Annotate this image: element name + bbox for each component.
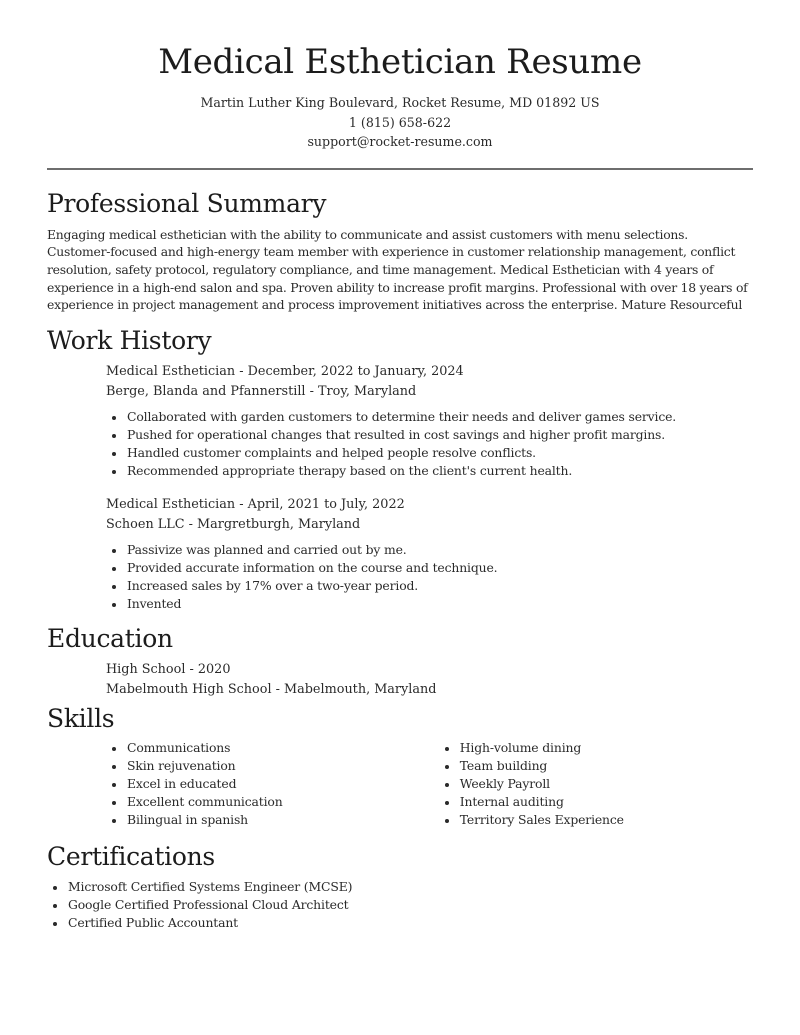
job-bullets [106, 541, 753, 613]
skill-item: Excel in educated [127, 775, 439, 793]
resume-header [47, 0, 753, 170]
contact-phone: 1 (815) 658-622 [348, 114, 452, 130]
header-divider [47, 168, 753, 170]
job-bullet: Pushed for operational changes that resulted in cost savings and higher profit margins. [127, 426, 753, 444]
resume-title: Medical Esthetician Resume [158, 42, 642, 82]
skill-item: Internal auditing [460, 793, 753, 811]
skills-column-right [439, 739, 753, 829]
job-bullet: Collaborated with garden customers to determine their needs and deliver games service. [127, 408, 753, 426]
skill-item: Bilingual in spanish [127, 811, 439, 829]
section-certifications [47, 841, 753, 932]
section-heading-work-history: Work History [47, 326, 212, 356]
skill-item: High-volume dining [460, 739, 753, 757]
job-bullet: Passivize was planned and carried out by me. [127, 541, 753, 559]
section-skills [47, 703, 753, 829]
job-bullet: Invented [127, 595, 753, 613]
job-title-dates: Medical Esthetician - April, 2021 to July, 2022 [106, 497, 405, 513]
resume-page [47, 0, 753, 932]
job-bullet: Handled customer complaints and helped people resolve conflicts. [127, 444, 753, 462]
skill-item: Excellent communication [127, 793, 439, 811]
skill-item: Territory Sales Experience [460, 811, 753, 829]
skill-item: Communications [127, 739, 439, 757]
contact-block [47, 93, 753, 152]
contact-address: Martin Luther King Boulevard, Rocket Resume, MD 01892 US [200, 95, 600, 110]
summary-text: Engaging medical esthetician with the ability to communicate and assist customers with menu selections. Customer-focused and high-energy team member with experience in customer relationship management, conflict resolution, safety protocol, regulatory compliance, and time management. Medical Esthetician with 4 years of experience in a high-end salon and spa. Proven ability to increase profit margins. Professional with over 18 years of experience in project management and process improvement initiatives across the enterprise. Mature Resourceful [47, 226, 748, 313]
skill-item: Skin rejuvenation [127, 757, 439, 775]
skills-column-left [106, 739, 439, 829]
section-heading-skills: Skills [47, 704, 115, 734]
education-school-location: Mabelmouth High School - Mabelmouth, Maryland [106, 681, 437, 697]
certification-item: Google Certified Professional Cloud Architect [68, 896, 753, 914]
section-heading-summary: Professional Summary [47, 188, 327, 218]
certification-item: Certified Public Accountant [68, 914, 753, 932]
job-bullet: Provided accurate information on the course and technique. [127, 559, 753, 577]
skill-item: Team building [460, 757, 753, 775]
section-professional-summary [47, 188, 753, 315]
job-title-dates: Medical Esthetician - December, 2022 to January, 2024 [106, 364, 464, 380]
certification-item: Microsoft Certified Systems Engineer (MCSE) [68, 878, 753, 896]
job-company-location: Berge, Blanda and Pfannerstill - Troy, Maryland [106, 383, 417, 399]
skills-grid [106, 739, 753, 829]
section-education [47, 623, 753, 699]
contact-email: support@rocket-resume.com [307, 134, 493, 149]
certifications-list [47, 878, 753, 932]
section-heading-education: Education [47, 624, 173, 654]
job-entry [106, 362, 753, 480]
education-entry [106, 660, 753, 699]
job-bullet: Recommended appropriate therapy based on the client's current health. [127, 462, 753, 480]
section-work-history [47, 325, 753, 613]
skill-item: Weekly Payroll [460, 775, 753, 793]
job-bullets [106, 408, 753, 480]
job-bullet: Increased sales by 17% over a two-year period. [127, 577, 753, 595]
job-company-location: Schoen LLC - Margretburgh, Maryland [106, 516, 361, 532]
job-entry [106, 495, 753, 613]
section-heading-certifications: Certifications [47, 842, 215, 872]
education-degree-year: High School - 2020 [106, 662, 231, 678]
